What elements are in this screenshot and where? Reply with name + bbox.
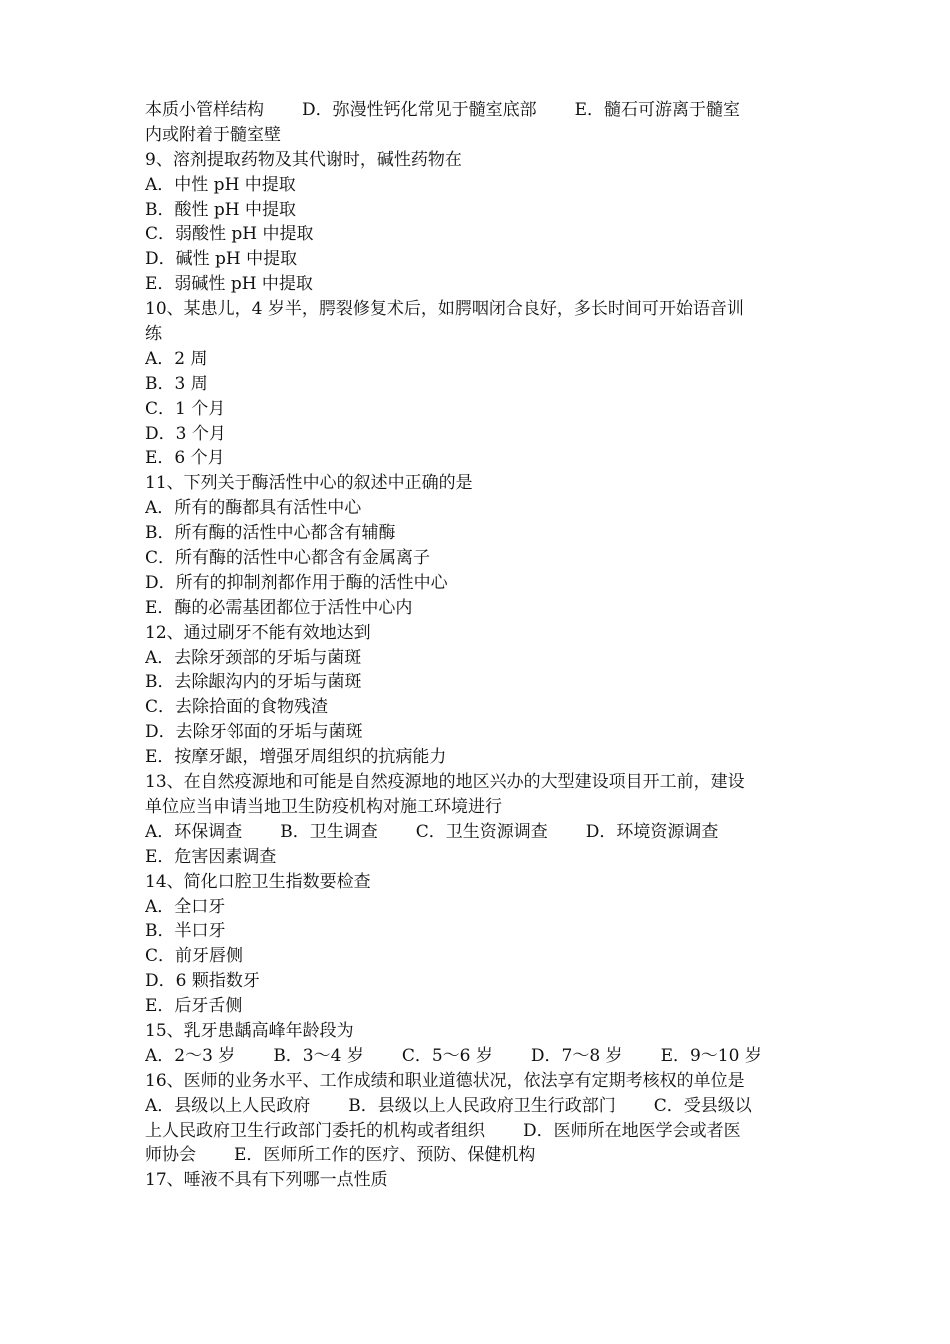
- option-line: A．环保调查 B．卫生调查 C．卫生资源调查 D．环境资源调查: [145, 821, 719, 842]
- document-page: [145, 98, 810, 1193]
- option-line: C．1 个月: [145, 398, 226, 419]
- question-15: 15、乳牙患龋高峰年龄段为: [145, 1020, 354, 1041]
- question-9: 9、溶剂提取药物及其代谢时，碱性药物在: [145, 149, 462, 170]
- option-line: B．所有酶的活性中心都含有辅酶: [145, 523, 396, 544]
- text-line: 单位应当申请当地卫生防疫机构对施工环境进行: [145, 796, 502, 817]
- option-line: A．去除牙颈部的牙垢与菌斑: [145, 647, 362, 668]
- option-line: D．6 颗指数牙: [145, 971, 260, 992]
- option-line: D．碱性 pH 中提取: [145, 249, 298, 270]
- option-line: A．全口牙: [145, 896, 226, 917]
- text-line: 内或附着于髓室壁: [145, 124, 281, 145]
- option-line: A．中性 pH 中提取: [145, 174, 296, 195]
- option-line: D．所有的抑制剂都作用于酶的活性中心: [145, 572, 448, 593]
- question-11: 11、下列关于酶活性中心的叙述中正确的是: [145, 473, 473, 494]
- option-line: E．酶的必需基团都位于活性中心内: [145, 597, 413, 618]
- option-line: 上人民政府卫生行政部门委托的机构或者组织 D．医师所在地医学会或者医: [145, 1120, 741, 1141]
- option-line: E．危害因素调查: [145, 846, 277, 867]
- option-line: A．县级以上人民政府 B．县级以上人民政府卫生行政部门 C．受县级以: [145, 1095, 752, 1116]
- option-line: B．酸性 pH 中提取: [145, 199, 297, 220]
- option-line: A．2～3 岁 B．3～4 岁 C．5～6 岁 D．7～8 岁 E．9～10 岁: [145, 1045, 762, 1066]
- option-line: B．3 周: [145, 373, 208, 394]
- option-line: C．所有酶的活性中心都含有金属离子: [145, 548, 431, 569]
- option-line: E．按摩牙龈，增强牙周组织的抗病能力: [145, 747, 447, 768]
- option-line: 师协会 E．医师所工作的医疗、预防、保健机构: [145, 1145, 536, 1166]
- question-14: 14、简化口腔卫生指数要检查: [145, 871, 371, 892]
- question-16: 16、医师的业务水平、工作成绩和职业道德状况，依法享有定期考核权的单位是: [145, 1070, 745, 1091]
- option-line: C．去除拾面的食物残渣: [145, 697, 329, 718]
- text-line: 本质小管样结构 D．弥漫性钙化常见于髓室底部 E．髓石可游离于髓室: [145, 100, 741, 120]
- option-line: A．所有的酶都具有活性中心: [145, 498, 362, 519]
- question-13: 13、在自然疫源地和可能是自然疫源地的地区兴办的大型建设项目开工前，建设: [145, 772, 745, 793]
- option-line: E．6 个月: [145, 448, 225, 469]
- option-line: C．弱酸性 pH 中提取: [145, 224, 314, 245]
- option-line: B．半口牙: [145, 921, 226, 942]
- question-17: 17、唾液不具有下列哪一点性质: [145, 1170, 388, 1191]
- option-line: E．弱碱性 pH 中提取: [145, 274, 313, 295]
- option-line: C．前牙唇侧: [145, 946, 244, 967]
- option-line: B．去除龈沟内的牙垢与菌斑: [145, 672, 362, 693]
- option-line: E．后牙舌侧: [145, 996, 243, 1017]
- question-12: 12、通过刷牙不能有效地达到: [145, 622, 371, 643]
- option-line: A．2 周: [145, 348, 208, 369]
- option-line: D．去除牙邻面的牙垢与菌斑: [145, 722, 363, 743]
- option-line: D．3 个月: [145, 423, 226, 444]
- text-line: 练: [145, 324, 162, 345]
- question-10: 10、某患儿，4 岁半，腭裂修复术后，如腭咽闭合良好，多长时间可开始语音训: [145, 299, 744, 320]
